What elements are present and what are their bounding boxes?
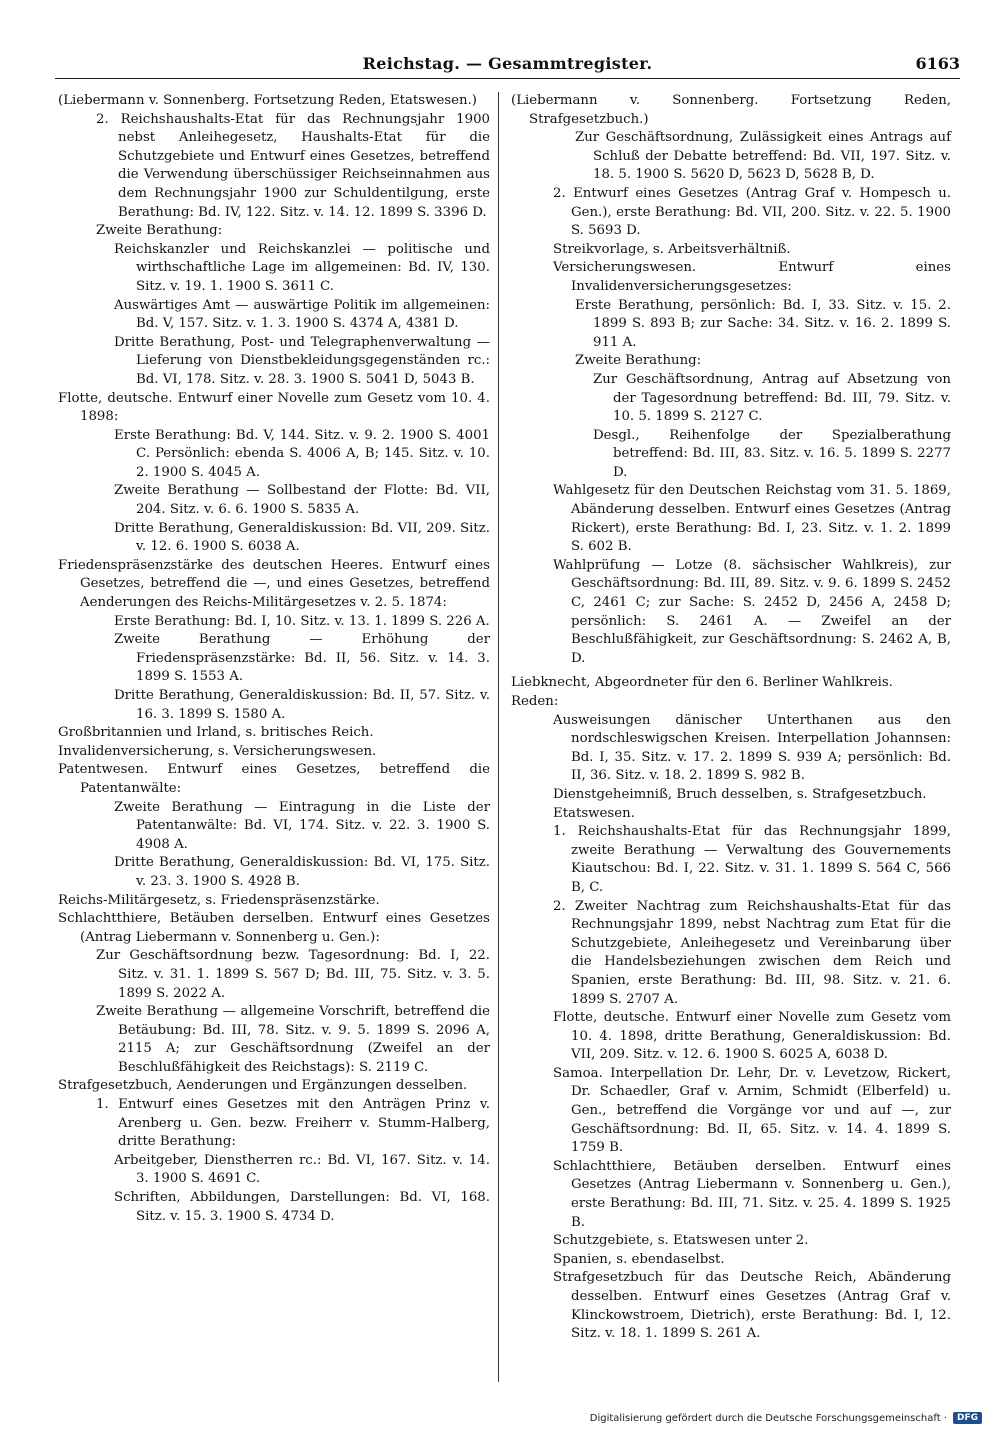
index-entry: Reichs-Militärgesetz, s. Friedenspräsenzstärke. xyxy=(58,892,380,908)
page-header xyxy=(55,50,960,79)
index-entry: Zweite Berathung: xyxy=(575,353,702,369)
index-entry: Flotte, deutsche. Entwurf einer Novelle zum Gesetz vom 10. 4. 1898, dritte Berathung, Generaldiskussion: Bd. VII, 209. Sitz. v. 12. 6. 1900 S. 6025 A, 6038 D. xyxy=(553,1010,951,1063)
index-entry: Dienstgeheimniß, Bruch desselben, s. Strafgesetzbuch. xyxy=(553,786,927,802)
index-entry: Invalidenversicherung, s. Versicherungswesen. xyxy=(58,743,377,759)
index-entry: Erste Berathung: Bd. I, 10. Sitz. v. 13. 1. 1899 S. 226 A. xyxy=(114,613,490,629)
index-entry: Spanien, s. ebendaselbst. xyxy=(553,1251,725,1267)
index-entry: Versicherungswesen. Entwurf eines Invalidenversicherungsgesetzes: xyxy=(553,260,951,294)
running-title: Reichstag. — Gesammtregister. xyxy=(362,54,653,73)
left-column xyxy=(58,92,490,1226)
index-entry: Friedenspräsenzstärke des deutschen Heeres. Entwurf eines Gesetzes, betreffend die —, und eines Gesetzes, betreffend Aenderungen des Reichs-Militärgesetzes v. 2. 5. 1874: xyxy=(58,557,490,611)
index-entry: Erste Berathung: Bd. V, 144. Sitz. v. 9. 2. 1900 S. 4001 C. Persönlich: ebenda S. 4006 A, B; 145. Sitz. v. 10. 2. 1900 S. 4045 A. xyxy=(114,427,490,480)
index-entry: Flotte, deutsche. Entwurf einer Novelle zum Gesetz vom 10. 4. 1898: xyxy=(58,390,490,425)
index-entry: Strafgesetzbuch, Aenderungen und Ergänzungen desselben. xyxy=(58,1078,468,1094)
index-entry: Dritte Berathung, Post- und Telegraphenverwaltung — Lieferung von Dienstbekleidungsgegenständen rc.: Bd. VI, 178. Sitz. v. 28. 3. 1900 S. 5041 D, 5043 B. xyxy=(114,334,490,387)
index-entry: Ausweisungen dänischer Unterthanen aus den nordschleswigschen Kreisen. Interpellation Johannsen: Bd. I, 35. Sitz. v. 17. 2. 1899 S. 939 A; persönlich: Bd. II, 36. Sitz. v. 18. 2. 1899 S. 982 B. xyxy=(553,712,951,784)
dfg-logo-icon: DFG xyxy=(953,1412,982,1424)
index-entry: Wahlprüfung — Lotze (8. sächsischer Wahlkreis), zur Geschäftsordnung: Bd. III, 89. Sitz. v. 9. 6. 1899 S. 2452 C, 2461 C; zur Sache: S. 2452 D, 2456 A, 2458 D; persönlich: S. 2461 A. — Zweifel an der Beschlußfähigkeit, zur Geschäftsordnung: S. 2462 A, B, D. xyxy=(553,557,951,666)
index-entry: Dritte Berathung, Generaldiskussion: Bd. VI, 175. Sitz. v. 23. 3. 1900 S. 4928 B. xyxy=(114,855,490,889)
index-entry: Zur Geschäftsordnung bezw. Tagesordnung: Bd. I, 22. Sitz. v. 31. 1. 1899 S. 567 D; Bd. III, 75. Sitz. v. 3. 5. 1899 S. 2022 A. xyxy=(96,948,490,1001)
index-entry: Reichskanzler und Reichskanzlei — politische und wirthschaftliche Lage im allgemeinen: Bd. IV, 130. Sitz. v. 19. 1. 1900 S. 3611 C. xyxy=(114,241,490,294)
index-entry: 2. Entwurf eines Gesetzes (Antrag Graf v. Hompesch u. Gen.), erste Berathung: Bd. VII, 200. Sitz. v. 22. 5. 1900 S. 5693 D. xyxy=(553,185,951,239)
footer xyxy=(590,1412,982,1424)
index-entry: Schriften, Abbildungen, Darstellungen: Bd. VI, 168. Sitz. v. 15. 3. 1900 S. 4734 D. xyxy=(114,1190,490,1224)
index-entry: Zur Geschäftsordnung, Zulässigkeit eines Antrags auf Schluß der Debatte betreffend: Bd. VII, 197. Sitz. v. 18. 5. 1900 S. 5620 D, 5623 D, 5628 B, D. xyxy=(575,130,951,183)
index-entry: Patentwesen. Entwurf eines Gesetzes, betreffend die Patentanwälte: xyxy=(58,762,490,796)
index-entry: Großbritannien und Irland, s. britisches Reich. xyxy=(58,725,374,741)
index-entry: Erste Berathung, persönlich: Bd. I, 33. Sitz. v. 15. 2. 1899 S. 893 B; zur Sache: 34. Sitz. v. 16. 2. 1899 S. 911 A. xyxy=(575,297,951,350)
index-entry: Arbeitgeber, Dienstherren rc.: Bd. VI, 167. Sitz. v. 14. 3. 1900 S. 4691 C. xyxy=(114,1152,490,1187)
right-column xyxy=(511,92,951,1344)
index-entry: Streikvorlage, s. Arbeitsverhältniß. xyxy=(553,241,791,257)
index-entry: Schutzgebiete, s. Etatswesen unter 2. xyxy=(553,1233,809,1249)
index-entry: (Liebermann v. Sonnenberg. Fortsetzung Reden, Strafgesetzbuch.) xyxy=(511,93,951,127)
index-entry: 2. Reichshaushalts-Etat für das Rechnungsjahr 1900 nebst Anleihegesetz, Haushalts-Etat für die Schutzgebiete und Entwurf eines Gesetzes, betreffend die Verwendung überschüssiger Reichseinnahmen aus dem Rechnungsjahr 1900 zur Schuldentilgung, erste Berathung: Bd. IV, 122. Sitz. v. 14. 12. 1899 S. 3396 D. xyxy=(96,111,490,220)
footer-credit: Digitalisierung gefördert durch die Deutsche Forschungsgemeinschaft · xyxy=(589,1412,947,1424)
index-entry: 1. Reichshaushalts-Etat für das Rechnungsjahr 1899, zweite Berathung — Verwaltung des Gouvernements Kiautschou: Bd. I, 22. Sitz. v. 31. 1. 1899 S. 564 C, 566 B, C. xyxy=(553,824,951,895)
index-entry: Samoa. Interpellation Dr. Lehr, Dr. v. Levetzow, Rickert, Dr. Schaedler, Graf v. Arnim, Schmidt (Elberfeld) u. Gen., betreffend die Vorgänge vor und auf —, zur Geschäftsordnung: Bd. II, 65. Sitz. v. 14. 4. 1899 S. 1759 B. xyxy=(553,1065,951,1156)
index-entry: Strafgesetzbuch für das Deutsche Reich, Abänderung desselben. Entwurf eines Gesetzes (Antrag Graf v. Klinckowstroem, Dietrich), erste Berathung: Bd. I, 12. Sitz. v. 18. 1. 1899 S. 261 A. xyxy=(553,1270,951,1342)
index-entry: Dritte Berathung, Generaldiskussion: Bd. II, 57. Sitz. v. 16. 3. 1899 S. 1580 A. xyxy=(114,688,490,722)
index-entry: Zur Geschäftsordnung, Antrag auf Absetzung von der Tagesordnung betreffend: Bd. III, 79. Sitz. v. 10. 5. 1899 S. 2127 C. xyxy=(593,371,951,425)
index-entry: Liebknecht, Abgeordneter für den 6. Berliner Wahlkreis. xyxy=(511,675,893,691)
index-entry: Zweite Berathung — Eintragung in die Liste der Patentanwälte: Bd. VI, 174. Sitz. v. 22. 3. 1900 S. 4908 A. xyxy=(114,799,490,852)
index-entry: Wahlgesetz für den Deutschen Reichstag vom 31. 5. 1869, Abänderung desselben. Entwurf eines Gesetzes (Antrag Rickert), erste Berathung: Bd. I, 23. Sitz. v. 1. 2. 1899 S. 602 B. xyxy=(553,483,951,555)
index-entry: (Liebermann v. Sonnenberg. Fortsetzung Reden, Etatswesen.) xyxy=(58,93,477,108)
index-entry: Etatswesen. xyxy=(553,805,635,821)
index-entry: Schlachtthiere, Betäuben derselben. Entwurf eines Gesetzes (Antrag Liebermann v. Sonnenberg u. Gen.): xyxy=(58,911,490,945)
index-entry: 2. Zweiter Nachtrag zum Reichshaushalts-Etat für das Rechnungsjahr 1899, nebst Nachtrag zum Etat für die Schutzgebiete, Anleihegesetz und Vereinbarung über die Handelsbeziehungen zwischen dem Reich und Spanien, erste Berathung: Bd. III, 98. Sitz. v. 21. 6. 1899 S. 2707 A. xyxy=(553,898,951,1007)
index-entry: Dritte Berathung, Generaldiskussion: Bd. VII, 209. Sitz. v. 12. 6. 1900 S. 6038 A. xyxy=(114,520,490,555)
index-entry: Reden: xyxy=(511,694,559,709)
index-entry: 1. Entwurf eines Gesetzes mit den Anträgen Prinz v. Arenberg u. Gen. bezw. Freiherr v. Stumm-Halberg, dritte Berathung: xyxy=(96,1097,490,1150)
index-entry: Zweite Berathung — Erhöhung der Friedenspräsenzstärke: Bd. II, 56. Sitz. v. 14. 3. 1899 S. 1553 A. xyxy=(114,632,490,685)
index-entry: Auswärtiges Amt — auswärtige Politik im allgemeinen: Bd. V, 157. Sitz. v. 1. 3. 1900 S. 4374 A, 4381 D. xyxy=(114,297,490,332)
index-entry: Schlachtthiere, Betäuben derselben. Entwurf eines Gesetzes (Antrag Liebermann v. Sonnenberg u. Gen.), erste Berathung: Bd. III, 71. Sitz. v. 25. 4. 1899 S. 1925 B. xyxy=(553,1158,951,1230)
index-entry: Desgl., Reihenfolge der Spezialberathung betreffend: Bd. III, 83. Sitz. v. 16. 5. 1899 S. 2277 D. xyxy=(593,427,951,480)
page-number: 6163 xyxy=(915,54,960,73)
index-entry: Zweite Berathung — Sollbestand der Flotte: Bd. VII, 204. Sitz. v. 6. 6. 1900 S. 5835 A. xyxy=(114,483,490,518)
index-entry: Zweite Berathung — allgemeine Vorschrift, betreffend die Betäubung: Bd. III, 78. Sitz. v. 9. 5. 1899 S. 2096 A, 2115 A; zur Geschäftsordnung (Zweifel an der Beschlußfähigkeit des Reichstags): S. 2119 C. xyxy=(96,1004,490,1075)
column-divider xyxy=(498,92,499,1382)
index-entry: Zweite Berathung: xyxy=(96,223,223,239)
